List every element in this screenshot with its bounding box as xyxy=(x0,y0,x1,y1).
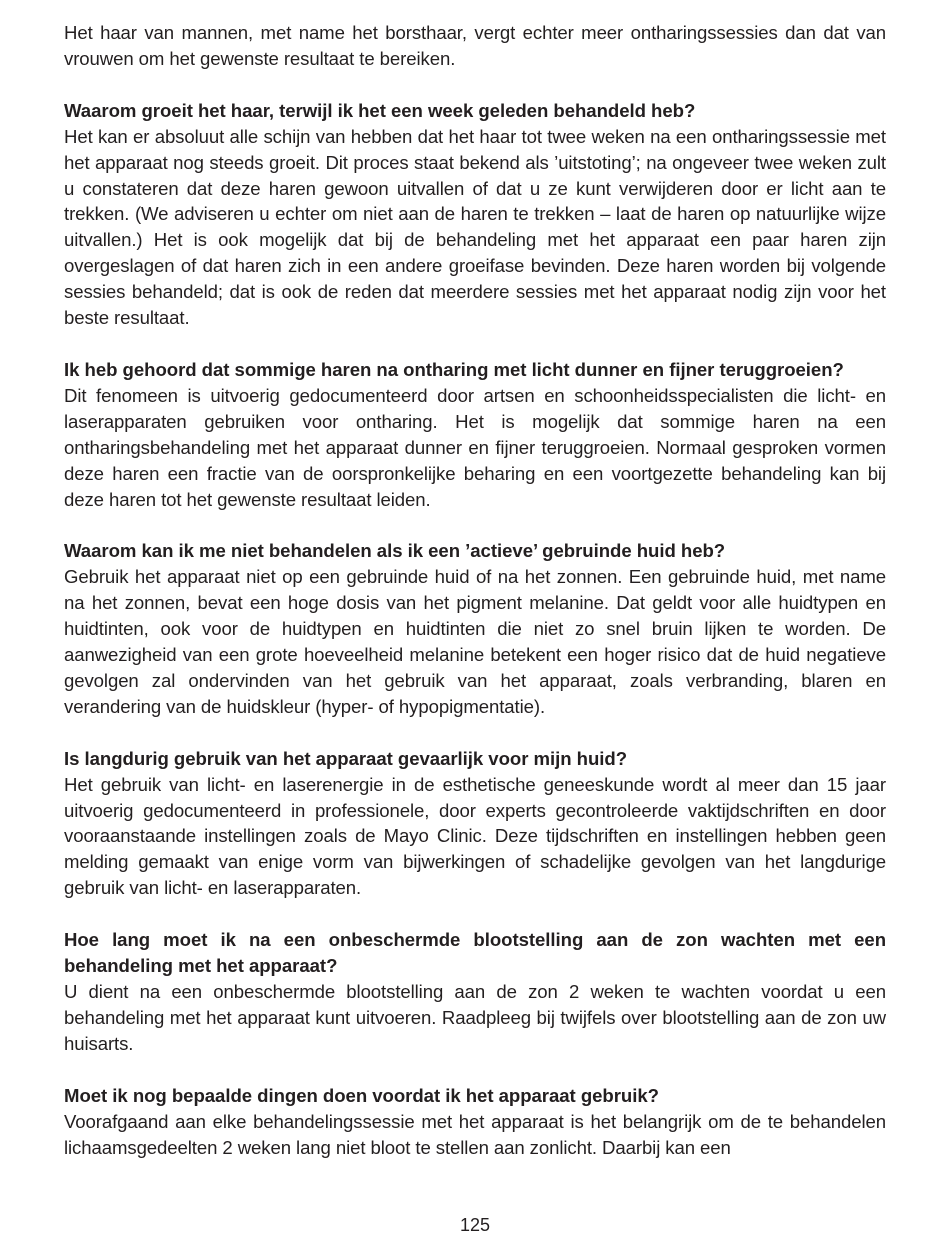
faq-item xyxy=(64,1083,886,1161)
intro-paragraph: Het haar van mannen, met name het borsthaar, vergt echter meer ontharingssessies dan dat van vrouwen om het gewenste resultaat te bereiken. xyxy=(64,22,886,69)
faq-question: Moet ik nog bepaalde dingen doen voordat ik het apparaat gebruik? xyxy=(64,1084,659,1106)
faq-item xyxy=(64,357,886,512)
faq-answer: Het gebruik van licht- en laserenergie in de esthetische geneeskunde wordt al meer dan 15 jaar uitvoerig gedocumenteerd in professionele, door experts gecontroleerde vaktijdschriften en door vooraanstaande instellingen zoals de Mayo Clinic. Deze tijdschriften en instellingen hebben geen melding gemaakt van enige vorm van bijwerkingen of schadelijke gevolgen van het langdurige gebruik van licht- en laserapparaten. xyxy=(64,773,886,899)
faq-item xyxy=(64,98,886,331)
faq-item xyxy=(64,927,886,1057)
faq-item xyxy=(64,538,886,719)
document-page xyxy=(64,20,886,1160)
faq-question: Ik heb gehoord dat sommige haren na ontharing met licht dunner en fijner teruggroeien? xyxy=(64,358,844,380)
page-number: 125 xyxy=(459,1215,491,1235)
faq-answer: Voorafgaand aan elke behandelingssessie met het apparaat is het belangrijk om de te behandelen lichaamsgedeelten 2 weken lang niet bloot te stellen aan zonlicht. Daarbij kan een xyxy=(64,1110,886,1158)
faq-question: Is langdurig gebruik van het apparaat gevaarlijk voor mijn huid? xyxy=(64,747,628,769)
faq-answer: Dit fenomeen is uitvoerig gedocumenteerd door artsen en schoonheidsspecialisten die licht- en laserapparaten gebruiken voor ontharing. Het is mogelijk dat sommige haren na een ontharingsbehandeling met het apparaat dunner en fijner teruggroeien. Normaal gesproken vormen deze haren een fractie van de oorspronkelijke beharing en een voortgezette behandeling kan bij deze haren tot het gewenste resultaat leiden. xyxy=(64,384,886,510)
faq-question: Waarom groeit het haar, terwijl ik het een week geleden behandeld heb? xyxy=(64,99,696,121)
faq-item xyxy=(64,746,886,901)
faq-answer: U dient na een onbeschermde blootstelling aan de zon 2 weken te wachten voordat u een behandeling met het apparaat kunt uitvoeren. Raadpleeg bij twijfels over blootstelling aan de zon uw huisarts. xyxy=(64,981,886,1054)
faq-answer: Gebruik het apparaat niet op een gebruinde huid of na het zonnen. Een gebruinde huid, met name na het zonnen, bevat een hoge dosis van het pigment melanine. Dat geldt voor alle huidtypen en huidtinten, ook voor de huidtypen en huidtinten die niet zo snel bruin lijken te worden. De aanwezigheid van een grote hoeveelheid melanine betekent een hoger risico dat de huid negatieve gevolgen zal ondervinden van het gebruik van het apparaat, zoals verbranding, blaren en verandering van de huidskleur (hyper- of hypopigmentatie). xyxy=(64,566,886,717)
faq-question: Hoe lang moet ik na een onbeschermde blootstelling aan de zon wachten met een behandeling met het apparaat? xyxy=(64,929,886,977)
faq-answer: Het kan er absoluut alle schijn van hebben dat het haar tot twee weken na een ontharingssessie met het apparaat nog steeds groeit. Dit proces staat bekend als ’uitstoting’; na ongeveer twee weken zult u constateren dat deze haren gewoon uitvallen of dat u ze kunt verwijderen door er licht aan te trekken. (We adviseren u echter om niet aan de haren te trekken – laat de haren op natuurlijke wijze uitvallen.) Het is ook mogelijk dat bij de behandeling met het apparaat een paar haren zijn overgeslagen of dat haren zich in een andere groeifase bevinden. Deze haren worden bij volgende sessies behandeld; dat is ook de reden dat meerdere sessies met het apparaat nodig zijn voor het beste resultaat. xyxy=(64,125,886,329)
faq-question: Waarom kan ik me niet behandelen als ik een ’actieve’ gebruinde huid heb? xyxy=(64,540,726,562)
